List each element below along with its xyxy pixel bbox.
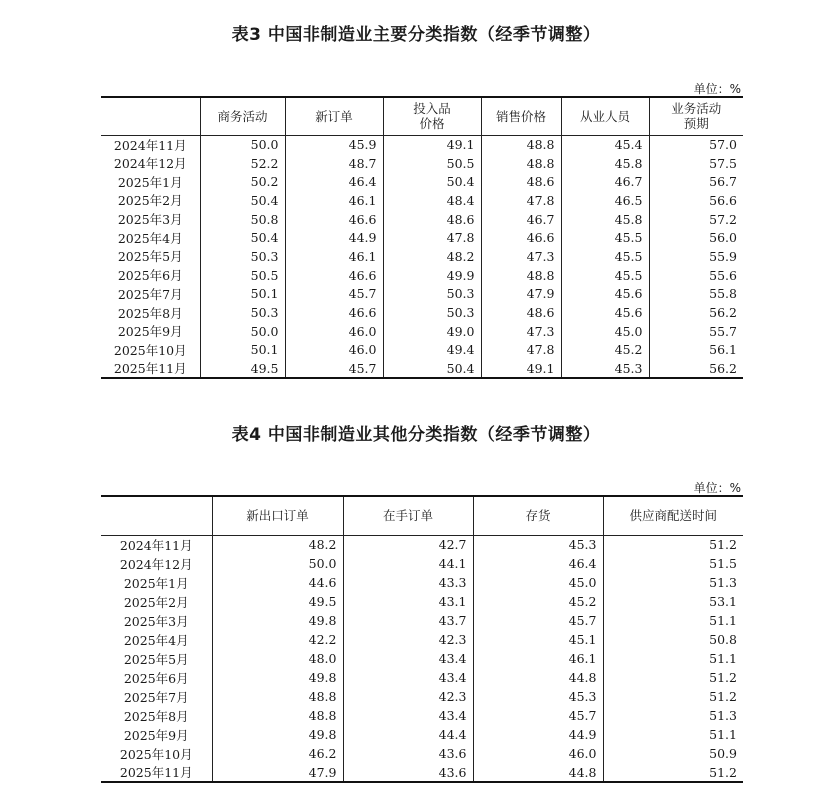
cell-value: 44.4	[343, 725, 473, 744]
cell-value: 46.0	[473, 744, 603, 763]
cell-value: 50.0	[212, 554, 343, 573]
cell-value: 48.6	[383, 210, 481, 229]
cell-value: 45.7	[285, 285, 383, 304]
table-row	[101, 247, 743, 266]
cell-value: 42.7	[343, 535, 473, 554]
cell-value: 45.3	[473, 535, 603, 554]
row-label: 2025年9月	[117, 324, 183, 340]
row-label: 2025年3月	[117, 212, 183, 228]
table3-title: 表3 中国非制造业主要分类指数（经季节调整）	[231, 25, 601, 45]
cell-value: 57.2	[649, 210, 743, 229]
row-label: 2025年5月	[117, 249, 183, 265]
cell-value: 50.4	[383, 172, 481, 191]
cell-value: 46.4	[473, 554, 603, 573]
cell-value: 47.8	[383, 228, 481, 247]
row-label: 2025年4月	[123, 632, 189, 648]
column-header: 新出口订单	[212, 496, 343, 535]
cell-value: 45.5	[561, 266, 649, 285]
table-row	[101, 763, 743, 782]
table3-header-row	[101, 97, 743, 135]
header-blank	[101, 97, 200, 135]
cell-value: 43.3	[343, 573, 473, 592]
table3-unit: 单位：%	[693, 82, 741, 96]
row-label: 2025年2月	[123, 594, 189, 610]
cell-value: 48.0	[212, 649, 343, 668]
cell-value: 51.2	[603, 763, 743, 782]
table-row	[101, 554, 743, 573]
cell-value: 44.6	[212, 573, 343, 592]
cell-value: 42.3	[343, 687, 473, 706]
cell-value: 50.1	[200, 341, 285, 360]
row-label: 2025年11月	[119, 765, 193, 780]
cell-value: 49.8	[212, 668, 343, 687]
cell-value: 48.6	[481, 172, 561, 191]
cell-value: 50.1	[200, 285, 285, 304]
cell-value: 47.8	[481, 341, 561, 360]
cell-value: 50.2	[200, 172, 285, 191]
column-header: 销售价格	[481, 97, 561, 135]
cell-value: 50.0	[200, 135, 285, 154]
table-row	[101, 687, 743, 706]
cell-value: 50.3	[383, 303, 481, 322]
cell-value: 51.2	[603, 535, 743, 554]
cell-value: 45.2	[561, 341, 649, 360]
cell-value: 47.9	[481, 285, 561, 304]
cell-value: 44.9	[473, 725, 603, 744]
cell-value: 48.8	[481, 135, 561, 154]
table-row	[101, 266, 743, 285]
table-row	[101, 172, 743, 191]
cell-value: 48.8	[481, 266, 561, 285]
cell-value: 49.0	[383, 322, 481, 341]
cell-value: 46.1	[285, 191, 383, 210]
table4-title: 表4 中国非制造业其他分类指数（经季节调整）	[231, 425, 601, 445]
table-row	[101, 573, 743, 592]
cell-value: 44.8	[473, 763, 603, 782]
cell-value: 46.0	[285, 341, 383, 360]
cell-value: 49.4	[383, 341, 481, 360]
cell-value: 43.4	[343, 706, 473, 725]
table-row	[101, 725, 743, 744]
cell-value: 45.2	[473, 592, 603, 611]
cell-value: 56.7	[649, 172, 743, 191]
cell-value: 46.2	[212, 744, 343, 763]
cell-value: 50.0	[200, 322, 285, 341]
cell-value: 46.4	[285, 172, 383, 191]
column-header: 供应商配送时间	[603, 496, 743, 535]
table-row	[101, 191, 743, 210]
row-label: 2025年6月	[123, 670, 189, 686]
row-label: 2025年10月	[119, 746, 193, 762]
cell-value: 44.8	[473, 668, 603, 687]
cell-value: 50.3	[200, 303, 285, 322]
table4-unit: 单位：%	[693, 481, 741, 495]
cell-value: 43.6	[343, 763, 473, 782]
cell-value: 51.1	[603, 611, 743, 630]
table-row	[101, 535, 743, 554]
table-row	[101, 649, 743, 668]
column-header: 存货	[473, 496, 603, 535]
row-label: 2025年6月	[117, 268, 183, 284]
row-label: 2025年8月	[123, 708, 189, 724]
cell-value: 46.6	[285, 210, 383, 229]
column-header: 商务活动	[200, 97, 285, 135]
table-row	[101, 210, 743, 229]
cell-value: 51.2	[603, 687, 743, 706]
row-label: 2024年12月	[113, 156, 187, 172]
cell-value: 48.8	[212, 706, 343, 725]
table4	[101, 495, 743, 783]
cell-value: 48.2	[212, 535, 343, 554]
table-row	[101, 341, 743, 360]
cell-value: 47.9	[212, 763, 343, 782]
cell-value: 43.7	[343, 611, 473, 630]
cell-value: 55.9	[649, 247, 743, 266]
cell-value: 46.6	[285, 266, 383, 285]
cell-value: 45.3	[473, 687, 603, 706]
row-label: 2025年1月	[123, 575, 189, 591]
cell-value: 56.6	[649, 191, 743, 210]
row-label: 2025年7月	[123, 689, 189, 705]
row-label: 2024年12月	[119, 556, 193, 572]
header-blank	[101, 496, 212, 535]
row-label: 2025年10月	[113, 342, 187, 358]
cell-value: 50.8	[200, 210, 285, 229]
cell-value: 45.6	[561, 285, 649, 304]
cell-value: 50.8	[603, 630, 743, 649]
cell-value: 45.8	[561, 154, 649, 173]
cell-value: 50.3	[200, 247, 285, 266]
cell-value: 51.3	[603, 706, 743, 725]
table-row	[101, 359, 743, 378]
cell-value: 45.6	[561, 303, 649, 322]
cell-value: 45.4	[561, 135, 649, 154]
cell-value: 45.0	[473, 573, 603, 592]
table-row	[101, 668, 743, 687]
cell-value: 46.7	[561, 172, 649, 191]
cell-value: 51.5	[603, 554, 743, 573]
table-row	[101, 285, 743, 304]
table-row	[101, 303, 743, 322]
cell-value: 56.2	[649, 359, 743, 378]
cell-value: 56.0	[649, 228, 743, 247]
cell-value: 48.8	[481, 154, 561, 173]
row-label: 2025年4月	[117, 230, 183, 246]
cell-value: 49.9	[383, 266, 481, 285]
cell-value: 48.8	[212, 687, 343, 706]
table-row	[101, 630, 743, 649]
cell-value: 45.0	[561, 322, 649, 341]
cell-value: 44.9	[285, 228, 383, 247]
cell-value: 43.6	[343, 744, 473, 763]
cell-value: 45.9	[285, 135, 383, 154]
cell-value: 51.1	[603, 725, 743, 744]
row-label: 2025年7月	[117, 286, 183, 302]
row-label: 2025年3月	[123, 613, 189, 629]
cell-value: 45.1	[473, 630, 603, 649]
cell-value: 47.3	[481, 247, 561, 266]
cell-value: 47.8	[481, 191, 561, 210]
table4-header-row	[101, 496, 743, 535]
cell-value: 51.3	[603, 573, 743, 592]
cell-value: 46.5	[561, 191, 649, 210]
cell-value: 47.3	[481, 322, 561, 341]
cell-value: 50.5	[200, 266, 285, 285]
cell-value: 46.6	[285, 303, 383, 322]
column-header: 业务活动 预期	[649, 97, 743, 135]
cell-value: 50.5	[383, 154, 481, 173]
cell-value: 45.7	[473, 706, 603, 725]
row-label: 2024年11月	[113, 137, 187, 153]
cell-value: 52.2	[200, 154, 285, 173]
cell-value: 46.1	[473, 649, 603, 668]
cell-value: 56.1	[649, 341, 743, 360]
row-label: 2025年9月	[123, 727, 189, 743]
cell-value: 45.5	[561, 228, 649, 247]
cell-value: 44.1	[343, 554, 473, 573]
cell-value: 49.5	[200, 359, 285, 378]
table-row	[101, 706, 743, 725]
column-header: 投入品 价格	[383, 97, 481, 135]
cell-value: 42.2	[212, 630, 343, 649]
table-row	[101, 154, 743, 173]
cell-value: 46.7	[481, 210, 561, 229]
cell-value: 45.7	[285, 359, 383, 378]
cell-value: 51.2	[603, 668, 743, 687]
cell-value: 50.4	[200, 228, 285, 247]
cell-value: 43.1	[343, 592, 473, 611]
cell-value: 49.1	[481, 359, 561, 378]
cell-value: 51.1	[603, 649, 743, 668]
cell-value: 57.0	[649, 135, 743, 154]
table3-body	[101, 135, 743, 378]
table-row	[101, 228, 743, 247]
column-header: 在手订单	[343, 496, 473, 535]
row-label: 2025年8月	[117, 305, 183, 321]
column-header: 新订单	[285, 97, 383, 135]
cell-value: 48.2	[383, 247, 481, 266]
table-row	[101, 744, 743, 763]
cell-value: 46.1	[285, 247, 383, 266]
table4-body	[101, 535, 743, 782]
cell-value: 43.4	[343, 668, 473, 687]
table-row	[101, 611, 743, 630]
cell-value: 42.3	[343, 630, 473, 649]
cell-value: 48.7	[285, 154, 383, 173]
cell-value: 55.6	[649, 266, 743, 285]
cell-value: 50.4	[200, 191, 285, 210]
cell-value: 45.3	[561, 359, 649, 378]
cell-value: 53.1	[603, 592, 743, 611]
table-row	[101, 592, 743, 611]
table3	[101, 96, 743, 379]
row-label: 2025年11月	[113, 361, 187, 377]
cell-value: 45.8	[561, 210, 649, 229]
row-label: 2025年2月	[117, 193, 183, 209]
table-row	[101, 322, 743, 341]
cell-value: 46.0	[285, 322, 383, 341]
cell-value: 56.2	[649, 303, 743, 322]
row-label: 2024年11月	[119, 537, 193, 553]
cell-value: 45.7	[473, 611, 603, 630]
cell-value: 48.4	[383, 191, 481, 210]
cell-value: 49.5	[212, 592, 343, 611]
column-header: 从业人员	[561, 97, 649, 135]
cell-value: 43.4	[343, 649, 473, 668]
cell-value: 49.1	[383, 135, 481, 154]
cell-value: 50.4	[383, 359, 481, 378]
cell-value: 45.5	[561, 247, 649, 266]
cell-value: 49.8	[212, 611, 343, 630]
row-label: 2025年1月	[117, 174, 183, 190]
cell-value: 55.7	[649, 322, 743, 341]
cell-value: 50.9	[603, 744, 743, 763]
cell-value: 55.8	[649, 285, 743, 304]
row-label: 2025年5月	[123, 651, 189, 667]
cell-value: 48.6	[481, 303, 561, 322]
cell-value: 46.6	[481, 228, 561, 247]
cell-value: 57.5	[649, 154, 743, 173]
cell-value: 50.3	[383, 285, 481, 304]
table-row	[101, 135, 743, 154]
cell-value: 49.8	[212, 725, 343, 744]
